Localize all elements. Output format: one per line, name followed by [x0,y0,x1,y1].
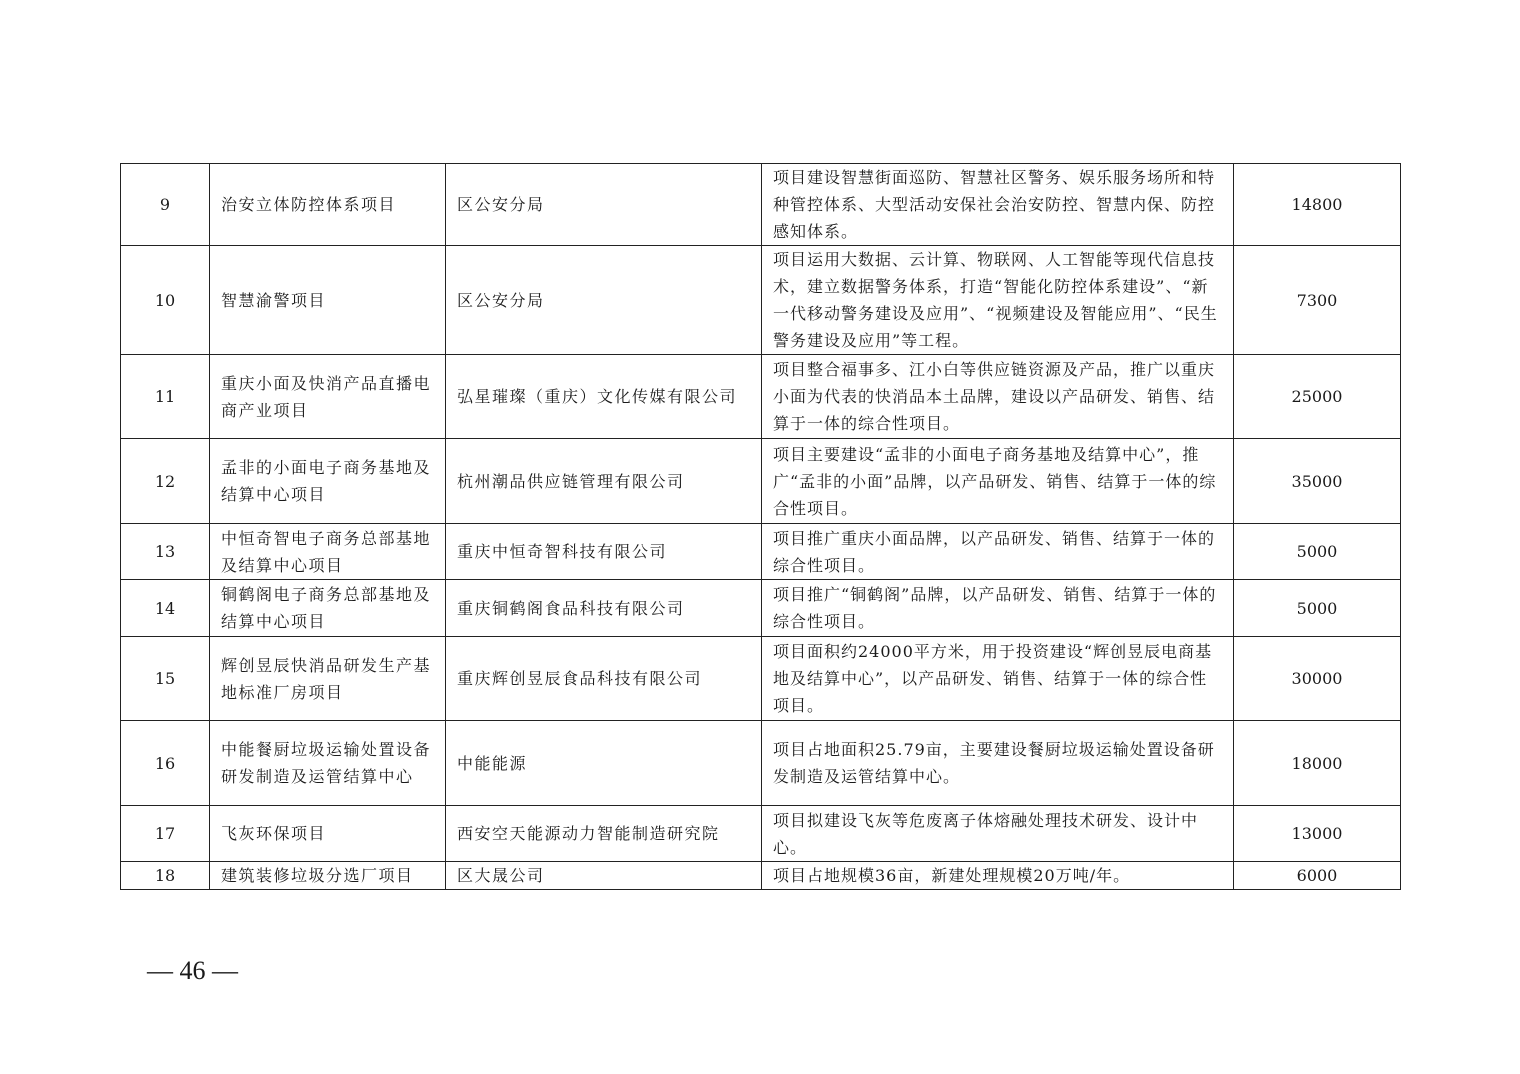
project-unit: 区公安分局 [446,246,762,355]
row-number: 9 [121,164,210,246]
table-row [121,806,1401,862]
project-name: 智慧渝警项目 [210,246,446,355]
project-content: 项目拟建设飞灰等危废离子体熔融处理技术研发、设计中心。 [762,806,1234,862]
row-number: 15 [121,637,210,721]
project-content: 项目运用大数据、云计算、物联网、人工智能等现代信息技术，建立数据警务体系，打造“智能化防控体系建设”、“新一代移动警务建设及应用”、“视频建设及智能应用”、“民生警务建设及应用”等工程。 [762,246,1234,355]
project-name: 重庆小面及快消产品直播电商产业项目 [210,355,446,439]
row-number: 11 [121,355,210,439]
project-unit: 重庆中恒奇智科技有限公司 [446,524,762,580]
project-amount: 7300 [1234,246,1401,355]
table-row [121,439,1401,524]
project-unit: 区公安分局 [446,164,762,246]
project-amount: 30000 [1234,637,1401,721]
table-row [121,580,1401,637]
table-row [121,246,1401,355]
project-table [120,163,1401,890]
project-amount: 5000 [1234,524,1401,580]
project-unit: 区大晟公司 [446,862,762,890]
row-number: 16 [121,721,210,806]
table-row [121,862,1401,890]
project-amount: 6000 [1234,862,1401,890]
project-amount: 5000 [1234,580,1401,637]
project-content: 项目建设智慧街面巡防、智慧社区警务、娱乐服务场所和特种管控体系、大型活动安保社会治安防控、智慧内保、防控感知体系。 [762,164,1234,246]
row-number: 12 [121,439,210,524]
project-unit: 中能能源 [446,721,762,806]
project-content: 项目占地规模36亩，新建处理规模20万吨/年。 [762,862,1234,890]
project-name: 中恒奇智电子商务总部基地及结算中心项目 [210,524,446,580]
project-unit: 重庆辉创昱辰食品科技有限公司 [446,637,762,721]
project-name: 孟非的小面电子商务基地及结算中心项目 [210,439,446,524]
row-number: 10 [121,246,210,355]
project-name: 建筑装修垃圾分选厂项目 [210,862,446,890]
project-table-body [121,164,1401,890]
row-number: 14 [121,580,210,637]
table-row [121,524,1401,580]
project-content: 项目主要建设“孟非的小面电子商务基地及结算中心”，推广“孟非的小面”品牌，以产品研发、销售、结算于一体的综合性项目。 [762,439,1234,524]
project-name: 中能餐厨垃圾运输处置设备研发制造及运管结算中心 [210,721,446,806]
project-amount: 13000 [1234,806,1401,862]
page-number: — 46 — [147,956,238,985]
project-name: 铜鹤阁电子商务总部基地及结算中心项目 [210,580,446,637]
project-amount: 14800 [1234,164,1401,246]
project-unit: 杭州潮品供应链管理有限公司 [446,439,762,524]
project-name: 辉创昱辰快消品研发生产基地标准厂房项目 [210,637,446,721]
project-amount: 18000 [1234,721,1401,806]
project-content: 项目占地面积25.79亩，主要建设餐厨垃圾运输处置设备研发制造及运管结算中心。 [762,721,1234,806]
project-unit: 重庆铜鹤阁食品科技有限公司 [446,580,762,637]
table-row [121,355,1401,439]
row-number: 18 [121,862,210,890]
project-content: 项目推广“铜鹤阁”品牌，以产品研发、销售、结算于一体的综合性项目。 [762,580,1234,637]
project-content: 项目推广重庆小面品牌，以产品研发、销售、结算于一体的综合性项目。 [762,524,1234,580]
project-name: 治安立体防控体系项目 [210,164,446,246]
project-content: 项目整合福事多、江小白等供应链资源及产品，推广以重庆小面为代表的快消品本土品牌，建设以产品研发、销售、结算于一体的综合性项目。 [762,355,1234,439]
project-amount: 25000 [1234,355,1401,439]
table-row [121,164,1401,246]
project-content: 项目面积约24000平方米，用于投资建设“辉创昱辰电商基地及结算中心”，以产品研发、销售、结算于一体的综合性项目。 [762,637,1234,721]
row-number: 17 [121,806,210,862]
project-name: 飞灰环保项目 [210,806,446,862]
project-unit: 弘星璀璨（重庆）文化传媒有限公司 [446,355,762,439]
table-row [121,721,1401,806]
project-amount: 35000 [1234,439,1401,524]
table-row [121,637,1401,721]
project-unit: 西安空天能源动力智能制造研究院 [446,806,762,862]
row-number: 13 [121,524,210,580]
